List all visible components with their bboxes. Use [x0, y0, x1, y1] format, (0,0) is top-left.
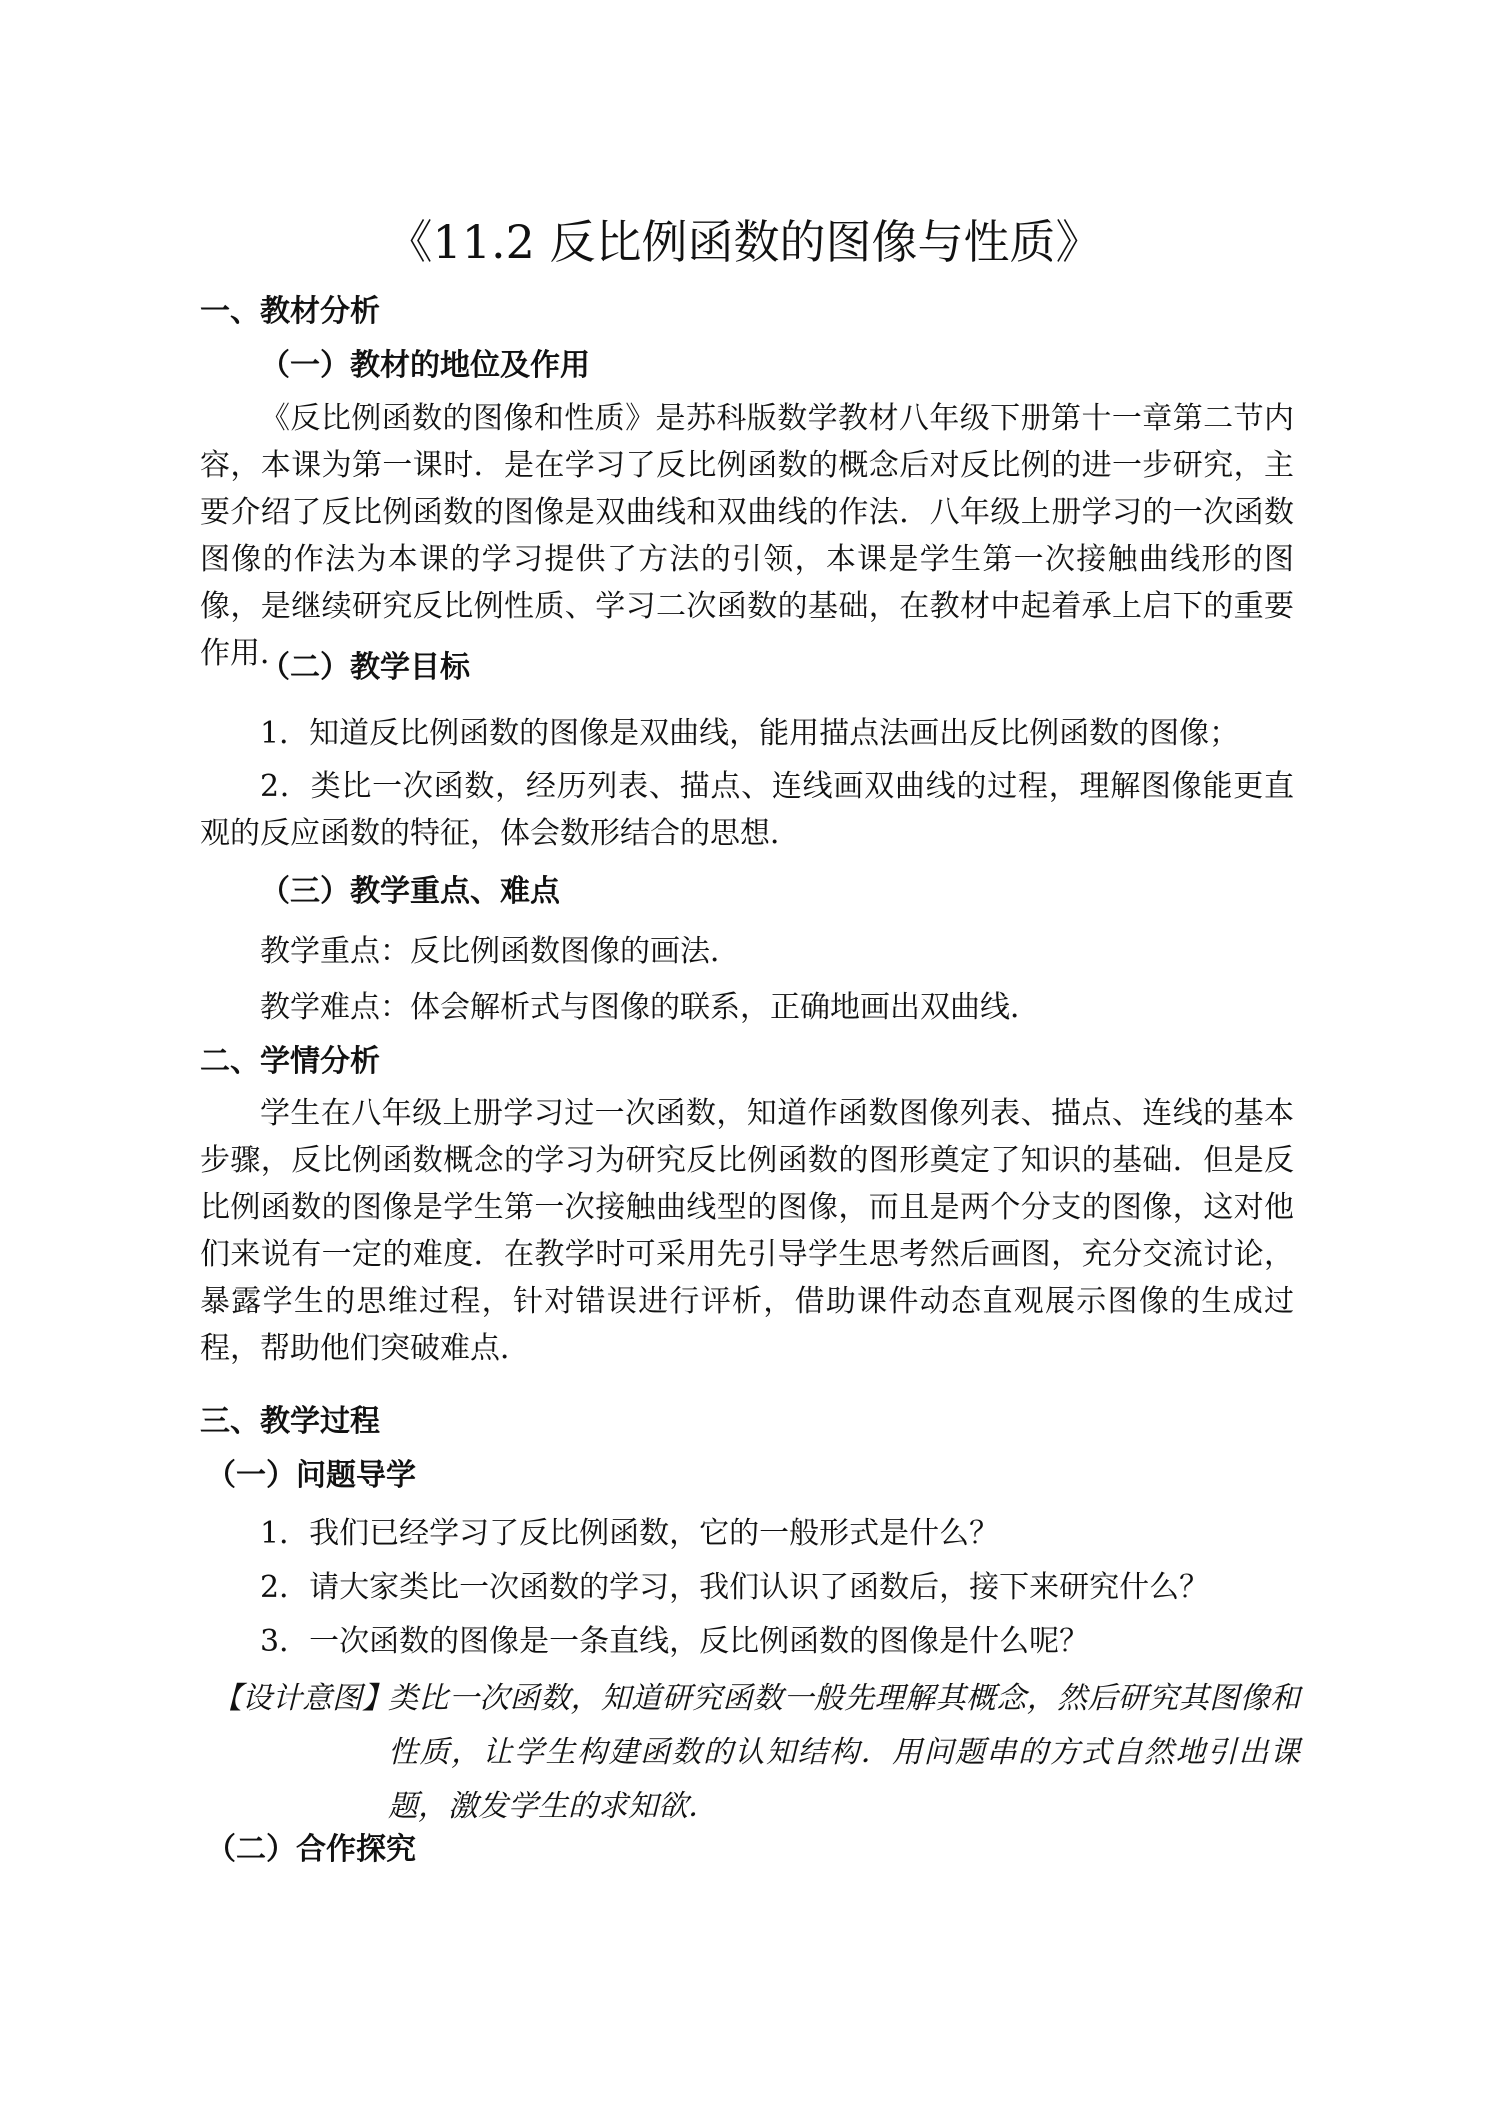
list-item-question-2: 2．请大家类比一次函数的学习，我们认识了函数后，接下来研究什么？ — [260, 1570, 1210, 1605]
list-item-question-3: 3．一次函数的图像是一条直线，反比例函数的图像是什么呢？ — [260, 1624, 1090, 1659]
subsection-heading-teaching-goals: （二）教学目标 — [260, 650, 470, 685]
list-item-key-point: 教学重点：反比例函数图像的画法． — [260, 934, 740, 969]
document-title: 《11.2 反比例函数的图像与性质》 — [386, 215, 1102, 269]
subsection-heading-cooperative-inquiry: （二）合作探究 — [206, 1832, 416, 1867]
section-heading-textbook-analysis: 一、教材分析 — [200, 294, 380, 329]
list-item-goal-2: 2．类比一次函数，经历列表、描点、连线画双曲线的过程，理解图像能更直观的反应函数的特征，体会数形结合的思想． — [200, 769, 1294, 851]
paragraph-student-analysis: 学生在八年级上册学习过一次函数，知道作函数图像列表、描点、连线的基本步骤，反比例函数概念的学习为研究反比例函数的图形奠定了知识的基础．但是反比例函数的图像是学生第一次接触曲线型的图像，而且是两个分支的图像，这对他们来说有一定的难度．在教学时可采用先引导学生思考然后画图，充分交流讨论，暴露学生的思维过程，针对错误进行评析，借助课件动态直观展示图像的生成过程，帮助他们突破难点． — [200, 1096, 1294, 1366]
design-intent-text: 类比一次函数，知道研究函数一般先理解其概念，然后研究其图像和性质，让学生构建函数的认知结构．用问题串的方式自然地引出课题，激发学生的求知欲． — [388, 1681, 1300, 1824]
section-heading-student-analysis: 二、学情分析 — [200, 1044, 380, 1079]
paragraph-status-role: 《反比例函数的图像和性质》是苏科版数学教材八年级下册第十一章第二节内容，本课为第一课时．是在学习了反比例函数的概念后对反比例的进一步研究，主要介绍了反比例函数的图像是双曲线和双曲线的作法．八年级上册学习的一次函数图像的作法为本课的学习提供了方法的引领，本课是学生第一次接触曲线形的图像，是继续研究反比例性质、学习二次函数的基础，在教材中起着承上启下的重要作用． — [200, 401, 1294, 671]
design-intent-label: 【设计意图】 — [212, 1681, 392, 1716]
section-heading-teaching-process: 三、教学过程 — [200, 1404, 380, 1439]
list-item-question-1: 1．我们已经学习了反比例函数，它的一般形式是什么？ — [260, 1516, 1000, 1551]
subsection-heading-problem-guide: （一）问题导学 — [206, 1458, 416, 1493]
list-item-difficult-point: 教学难点：体会解析式与图像的联系，正确地画出双曲线． — [260, 990, 1040, 1025]
subsection-heading-key-difficult-points: （三）教学重点、难点 — [260, 874, 560, 909]
subsection-heading-status-role: （一）教材的地位及作用 — [260, 348, 590, 383]
list-item-goal-1: 1．知道反比例函数的图像是双曲线，能用描点法画出反比例函数的图像； — [260, 716, 1240, 751]
